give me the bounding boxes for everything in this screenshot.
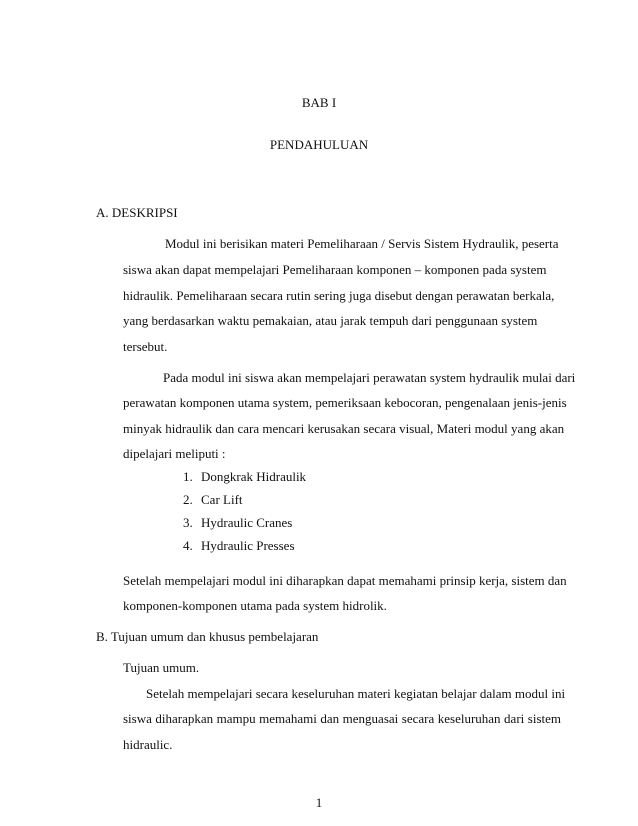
- list-item-text: Dongkrak Hidraulik: [201, 469, 307, 484]
- page-number: 1: [315, 795, 323, 810]
- paragraph-line: perawatan komponen utama system, pemeriksaan kebocoran, pengenalaan jenis-jenis: [123, 395, 567, 410]
- paragraph-line: dipelajari meliputi :: [123, 446, 226, 461]
- paragraph-line: siswa akan dapat mempelajari Pemeliharaan komponen – komponen pada system: [123, 262, 547, 277]
- chapter-label: BAB I: [301, 95, 337, 110]
- paragraph-line: siswa diharapkan mampu memahami dan menguasai secara keseluruhan dari sistem: [123, 711, 561, 726]
- paragraph-line: Modul ini berisikan materi Pemeliharaan / Servis Sistem Hydraulik, peserta: [165, 236, 559, 251]
- list-item-number: 1.: [183, 469, 193, 484]
- paragraph-line: hidraulik. Pemeliharaan secara rutin sering juga disebut dengan perawatan berkala,: [123, 288, 555, 303]
- list-item-text: Hydraulic Cranes: [201, 515, 293, 530]
- paragraph-line: hidraulic.: [123, 737, 173, 752]
- paragraph-line: Setelah mempelajari secara keseluruhan materi kegiatan belajar dalam modul ini: [146, 686, 566, 701]
- list-item: [183, 469, 306, 485]
- list-item-number: 4.: [183, 538, 193, 553]
- list-item-number: 2.: [183, 492, 193, 507]
- page-title: PENDAHULUAN: [269, 137, 369, 152]
- list-item: [183, 538, 295, 554]
- list-item: [183, 492, 243, 508]
- list-item-text: Car Lift: [201, 492, 243, 507]
- paragraph-line: komponen-komponen utama pada system hidrolik.: [123, 598, 387, 613]
- section-b-heading: B. Tujuan umum dan khusus pembelajaran: [96, 629, 319, 644]
- paragraph-line: Pada modul ini siswa akan mempelajari perawatan system hydraulik mulai dari: [163, 370, 576, 385]
- paragraph-line: tersebut.: [123, 339, 168, 354]
- section-a-heading: A. DESKRIPSI: [96, 205, 178, 220]
- list-item-text: Hydraulic Presses: [201, 538, 295, 553]
- list-item: [183, 515, 292, 531]
- paragraph-line: yang berdasarkan waktu pemakaian, atau jarak tempuh dari penggunaan system: [123, 313, 538, 328]
- list-item-number: 3.: [183, 515, 193, 530]
- paragraph-line: Setelah mempelajari modul ini diharapkan dapat memahami prinsip kerja, sistem dan: [123, 573, 567, 588]
- paragraph-line: minyak hidraulik dan cara mencari kerusakan secara visual, Materi modul yang akan: [123, 421, 565, 436]
- section-b-subheading: Tujuan umum.: [123, 660, 200, 675]
